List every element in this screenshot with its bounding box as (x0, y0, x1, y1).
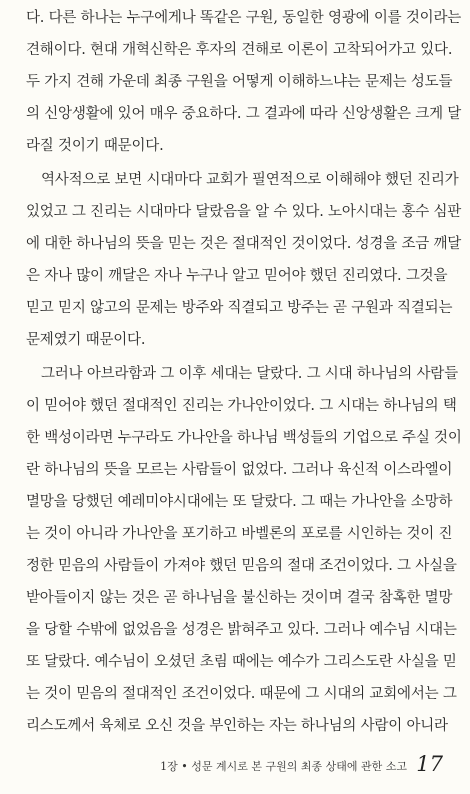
text-line: 라질 것이기 때문이다. (26, 138, 164, 154)
text-line: 멸망을 당했던 예레미야시대에는 또 달랐다. 그 때는 가나안을 소망하 (26, 494, 453, 510)
text-line: 한 백성이라면 누구라도 가나안을 하나님 백성들의 기업으로 주실 것이 (26, 430, 462, 446)
text-line: 정한 믿음의 사람들이 가져야 했던 믿음의 절대 조건이었다. 그 사실을 (26, 558, 457, 574)
text-line: 을 당할 수밖에 없었음을 성경은 밝혀주고 있다. 그러나 예수님 시대는 (26, 622, 457, 638)
text-line: 문제였기 때문이다. (26, 332, 146, 348)
text-line: 있었고 그 진리는 시대마다 달랐음을 알 수 있다. 노아시대는 홍수 심판 (26, 204, 462, 220)
page-footer (0, 752, 470, 780)
paragraph-first-line: 역사적으로 보면 시대마다 교회가 필연적으로 이해해야 했던 진리가 (41, 172, 459, 188)
text-line: 는 것이 믿음의 절대적인 조건이었다. 때문에 그 시대의 교회에서는 그 (26, 686, 457, 702)
text-line: 또 달랐다. 예수님이 오셨던 초림 때에는 예수가 그리스도란 사실을 믿 (26, 654, 457, 670)
text-line: 받아들이지 않는 것은 곧 하나님을 불신하는 것이며 결국 참혹한 멸망 (26, 590, 453, 606)
page-number: 17 (416, 752, 443, 776)
text-line: 다. 다른 하나는 누구에게나 똑같은 구원, 동일한 영광에 이를 것이라는 (26, 10, 462, 26)
text-line: 은 자나 많이 깨달은 자나 누구나 알고 믿어야 했던 진리였다. 그것을 (26, 268, 448, 284)
text-line: 에 대한 하나님의 뜻을 믿는 것은 절대적인 것이었다. 성경을 조금 깨달 (26, 236, 462, 252)
paragraph-first-line: 그러나 아브라함과 그 이후 세대는 달랐다. 그 시대 하나님의 사람들 (41, 366, 458, 382)
text-line: 이 믿어야 했던 절대적인 진리는 가나안이었다. 그 시대는 하나님의 택 (26, 398, 457, 414)
text-line: 의 신앙생활에 있어 매우 중요하다. 그 결과에 따라 신앙생활은 크게 달 (26, 106, 462, 122)
text-line: 두 가지 견해 가운데 최종 구원을 어떻게 이해하느냐는 문제는 성도들 (26, 74, 453, 90)
text-line: 견해이다. 현대 개혁신학은 후자의 견해로 이론이 고착되어가고 있다. (26, 42, 453, 58)
text-line: 믿고 믿지 않고의 문제는 방주와 직결되고 방주는 곧 구원과 직결되는 (26, 300, 453, 316)
text-line: 는 것이 아니라 가나안을 포기하고 바벨론의 포로를 시인하는 것이 진 (26, 526, 453, 542)
text-line: 란 하나님의 뜻을 모르는 사람들이 없었다. 그러나 육신적 이스라엘이 (26, 462, 453, 478)
text-line: 리스도께서 육체로 오신 것을 부인하는 자는 하나님의 사람이 아니라 (26, 718, 448, 734)
running-head: 1장 • 성문 계시로 본 구원의 최종 상태에 관한 소고 (160, 760, 407, 773)
